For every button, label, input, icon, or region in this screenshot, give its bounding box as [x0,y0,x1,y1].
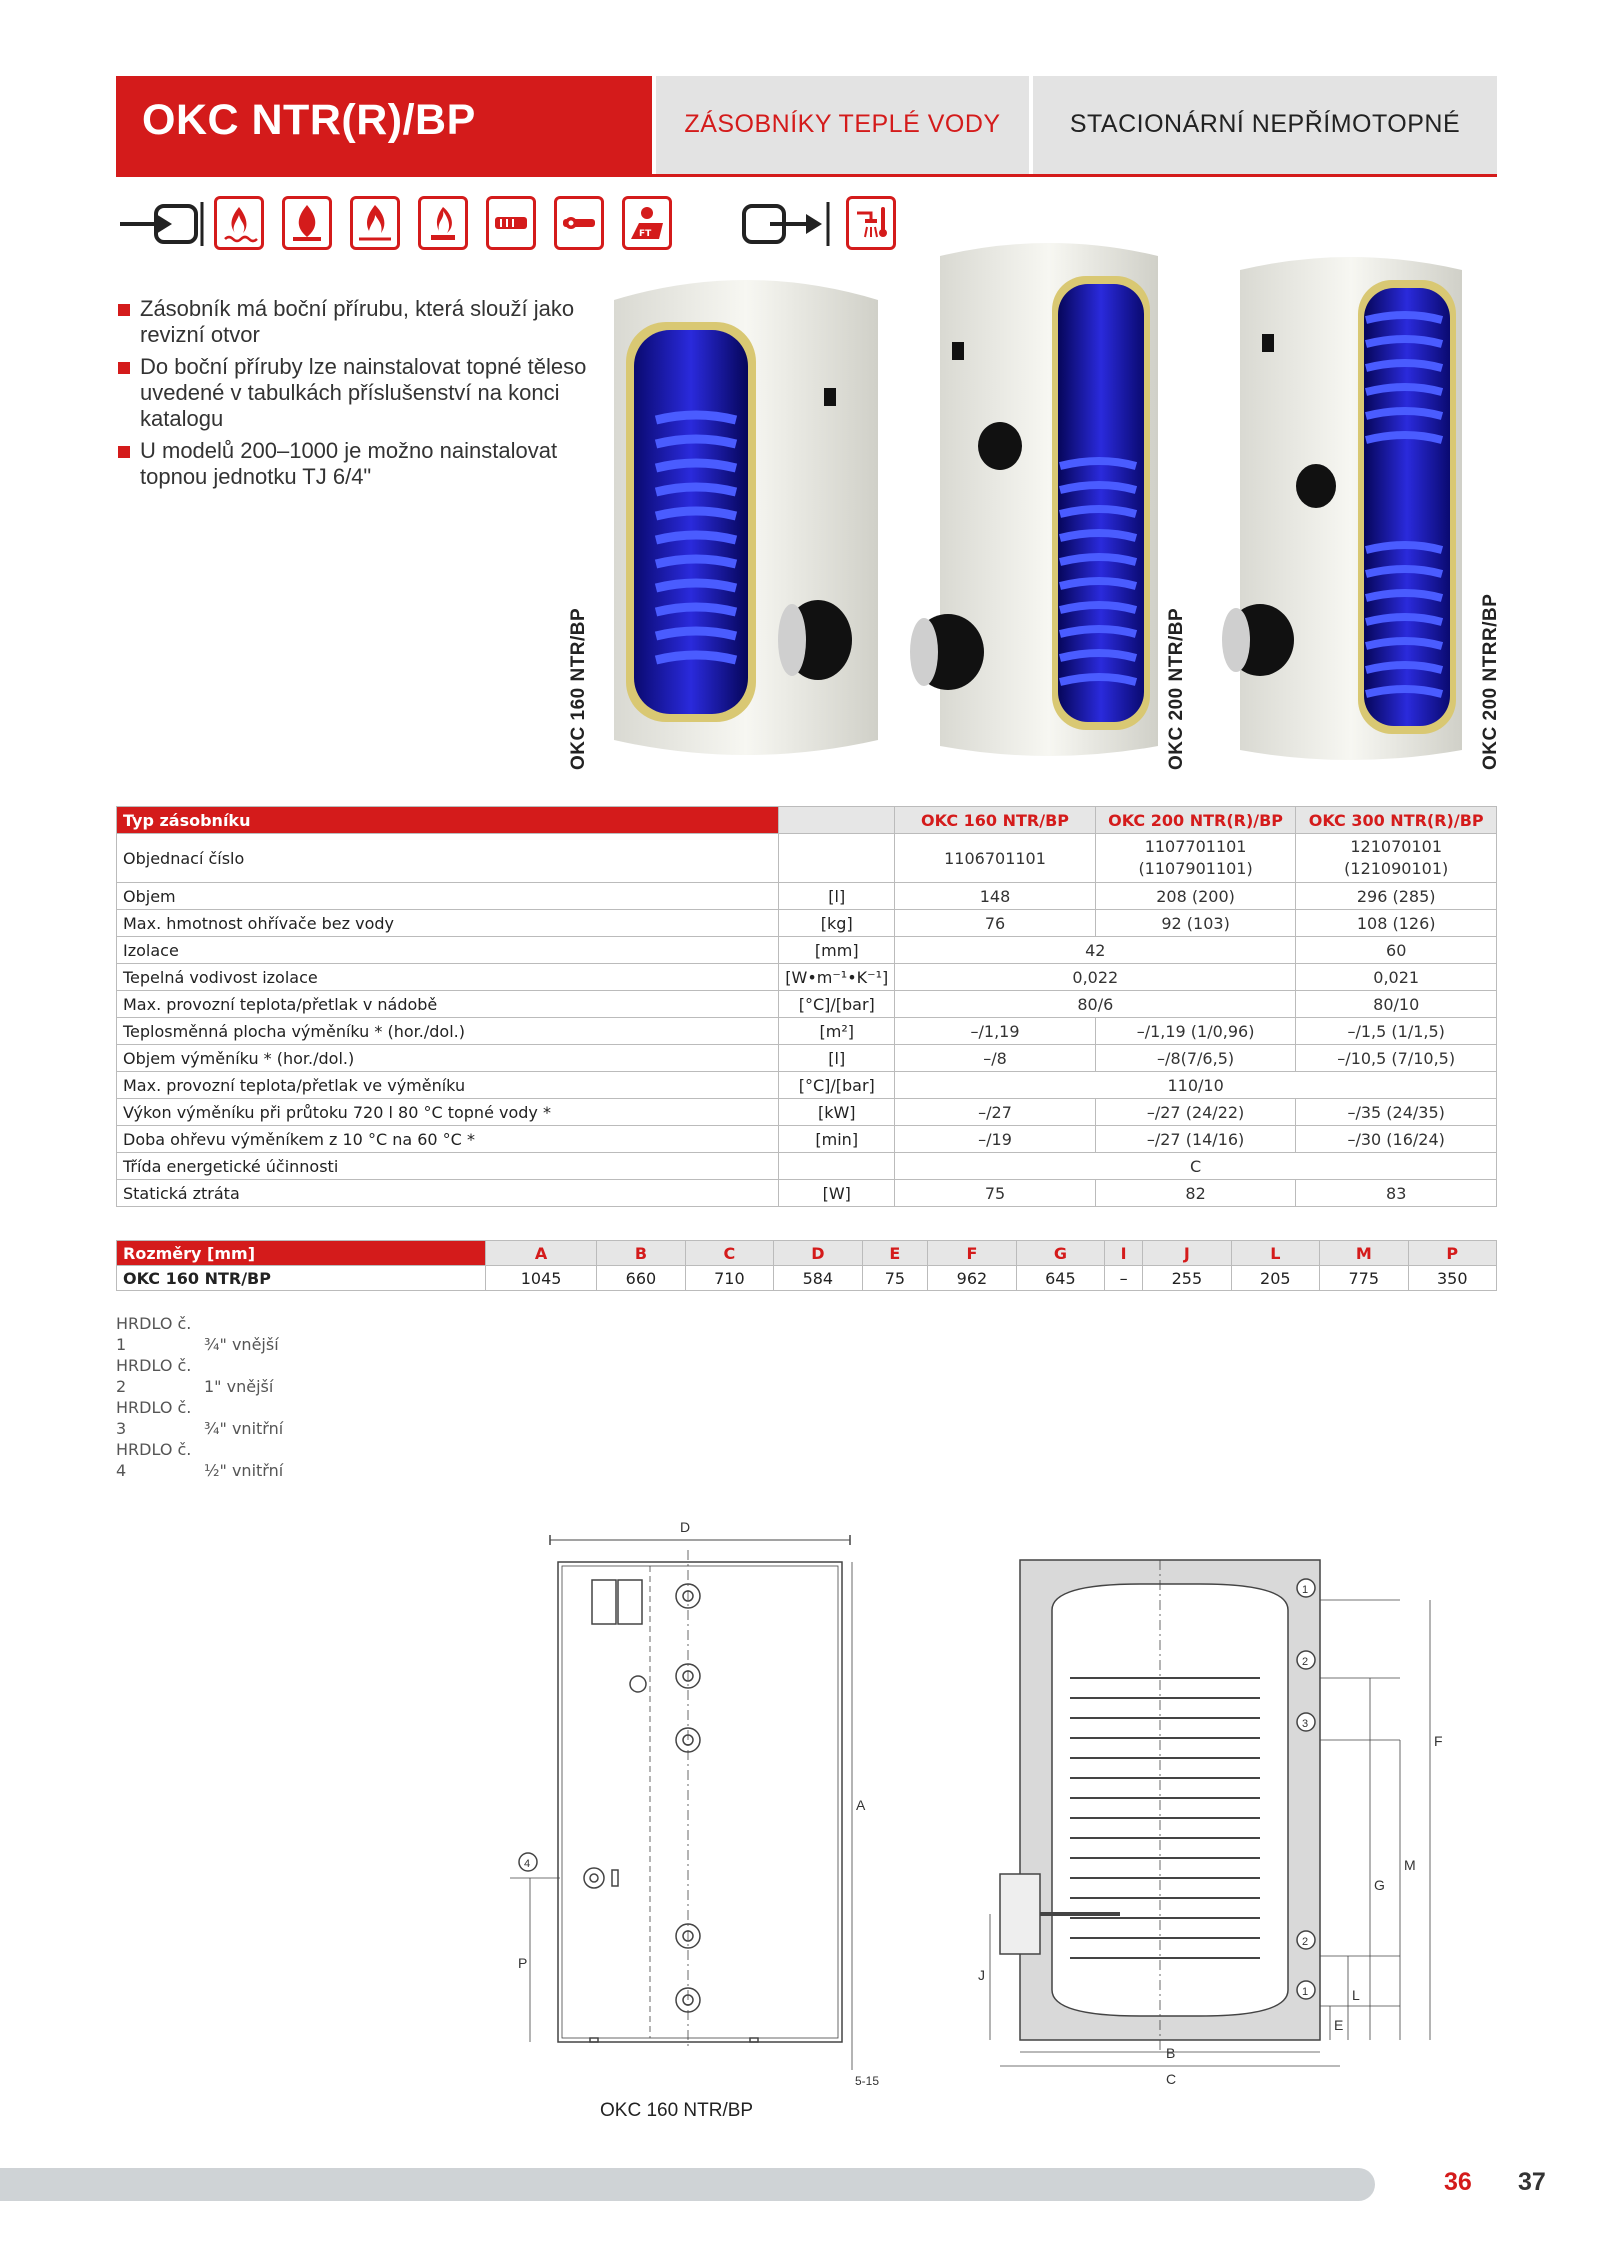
category-tab [656,76,1029,174]
thermostat-element-icon [554,196,604,250]
table-row [117,910,1497,937]
cell: 110/10 [895,1072,1497,1099]
table-header-cell [779,807,895,834]
dim-label: C [1166,2071,1177,2087]
dim-label: J [978,1967,985,1983]
row-label: Objednací číslo [117,834,779,883]
table-header-cell: M [1320,1241,1408,1266]
output-arrow-icon [740,196,830,252]
feature-item: Zásobník má boční přírubu, která slouží jako revizní otvor [116,296,606,348]
cell: 80/10 [1296,991,1497,1018]
cell: 1106701101 [895,834,1096,883]
row-label: Statická ztráta [117,1180,779,1207]
connection-item [116,1355,283,1397]
row-unit: [kg] [779,910,895,937]
page-number-right: 37 [1518,2168,1546,2196]
table-header-cell: I [1105,1241,1143,1266]
cell: –/1,5 (1/1,5) [1296,1018,1497,1045]
footer-bar [0,2168,1375,2201]
row-unit: [l] [779,883,895,910]
row-label: Max. provozní teplota/přetlak v nádobě [117,991,779,1018]
row-unit: [W] [779,1180,895,1207]
table-header-cell: A [486,1241,597,1266]
table-header-row [117,1241,1497,1266]
cell-line: 121070101 [1350,837,1442,856]
table-row [117,1045,1497,1072]
table-row [117,1099,1497,1126]
cell: 645 [1016,1266,1104,1291]
boiler-fire-icon [418,196,468,250]
cell: –/27 (24/22) [1095,1099,1296,1126]
product-image-okc200r [1210,250,1480,770]
cell: 255 [1143,1266,1231,1291]
row-label: Objem výměníku * (hor./dol.) [117,1045,779,1072]
cell: –/35 (24/35) [1296,1099,1497,1126]
cell: –/8(7/6,5) [1095,1045,1296,1072]
marker-label: 2 [1302,1936,1309,1948]
table-header-cell: C [685,1241,773,1266]
cell: 350 [1408,1266,1497,1291]
product-label: OKC 160 NTR/BP [568,607,589,770]
cell: –/8 [895,1045,1096,1072]
connection-value: ½" vnitřní [204,1461,284,1480]
connection-item [116,1397,283,1439]
table-row [117,1126,1497,1153]
product-label: OKC 200 NTR/BP [1166,607,1187,770]
section-view [990,1560,1430,2066]
dim-label: M [1404,1857,1416,1873]
marker-label: 2 [1302,1656,1309,1668]
cell: 710 [685,1266,773,1291]
cell: –/19 [895,1126,1096,1153]
row-label: Max. provozní teplota/přetlak ve výměníku [117,1072,779,1099]
dim-label: B [1166,2045,1176,2061]
row-unit: [kW] [779,1099,895,1126]
row-unit: [m²] [779,1018,895,1045]
connection-key: HRDLO č. 2 [116,1356,192,1396]
table-row [117,964,1497,991]
row-label: Třída energetické účinnosti [117,1153,779,1180]
boiler-flame-icon [350,196,400,250]
cell-line: (1107901101) [1138,859,1253,878]
connection-item [116,1313,283,1355]
cell: 92 (103) [1095,910,1296,937]
cell: 208 (200) [1095,883,1296,910]
feature-list [116,296,606,496]
connection-value: ¾" vnější [204,1335,279,1354]
solar-collector-icon [622,196,672,250]
cell: 82 [1095,1180,1296,1207]
dimensions-table [116,1240,1497,1291]
table-header-cell: OKC 200 NTR(R)/BP [1095,807,1296,834]
row-unit: [l] [779,1045,895,1072]
marker-label: 1 [1302,1986,1309,1998]
cell: 660 [597,1266,685,1291]
title-banner [116,76,652,174]
connection-item [116,1439,283,1481]
table-header-cell: OKC 160 NTR/BP [895,807,1096,834]
spec-table [116,806,1497,1207]
cell: –/1,19 [895,1018,1096,1045]
cell: 0,022 [895,964,1296,991]
row-unit: [°C]/[bar] [779,1072,895,1099]
dim-label: E [1334,2017,1344,2033]
boiler-solid-fuel-icon [282,196,332,250]
row-unit [779,834,895,883]
row-label: OKC 160 NTR/BP [117,1266,486,1291]
cell: 75 [895,1180,1096,1207]
subcategory-label: STACIONÁRNÍ NEPŘÍMOTOPNÉ [1069,110,1461,138]
table-row [117,1180,1497,1207]
dim-label: G [1374,1877,1385,1893]
cell: 148 [895,883,1096,910]
cell: 584 [774,1266,862,1291]
connection-key: HRDLO č. 4 [116,1440,192,1480]
dim-label: L [1352,1987,1360,2003]
table-row [117,1018,1497,1045]
marker-label: 4 [524,1858,531,1870]
dim-label: A [856,1797,866,1813]
table-header-cell: OKC 300 NTR(R)/BP [1296,807,1497,834]
row-label: Izolace [117,937,779,964]
boiler-gas-icon [214,196,264,250]
cell: 205 [1231,1266,1319,1291]
input-arrow-icon [116,196,206,252]
cell: 60 [1296,937,1497,964]
header-divider [116,174,1497,177]
table-header-cell: P [1408,1241,1497,1266]
cell: –/30 (16/24) [1296,1126,1497,1153]
heating-element-icon [486,196,536,250]
feature-item: Do boční příruby lze nainstalovat topné těleso uvedené v tabulkách příslušenství na konci katalogu [116,354,606,432]
table-header-cell: E [862,1241,928,1266]
cell: –/27 (14/16) [1095,1126,1296,1153]
table-row [117,991,1497,1018]
cell: –/10,5 (7/10,5) [1296,1045,1497,1072]
cell: 42 [895,937,1296,964]
cell: 1045 [486,1266,597,1291]
front-view [510,1535,852,2070]
product-image-okc200 [900,236,1160,772]
row-unit: [mm] [779,937,895,964]
cell: 80/6 [895,991,1296,1018]
shower-thermometer-icon [846,196,896,250]
dim-label: F [1434,1733,1443,1749]
cell: 0,021 [1296,964,1497,991]
row-label: Doba ohřevu výměníkem z 10 °C na 60 °C * [117,1126,779,1153]
cell: –/1,19 (1/0,96) [1095,1018,1296,1045]
cell: –/27 [895,1099,1096,1126]
cell: 108 (126) [1296,910,1497,937]
cell: C [895,1153,1497,1180]
product-image-okc160 [606,270,886,770]
cell: 962 [928,1266,1016,1291]
row-label: Max. hmotnost ohřívače bez vody [117,910,779,937]
table-header-row [117,807,1497,834]
dim-label: D [680,1519,691,1535]
svg-text:FT: FT [639,229,652,239]
table-row [117,834,1497,883]
cell: – [1105,1266,1143,1291]
row-label: Teplosměnná plocha výměníku * (hor./dol.) [117,1018,779,1045]
dim-label: 5-15 [855,2074,880,2088]
page-title: OKC NTR(R)/BP [142,96,476,144]
table-row [117,1266,1497,1291]
cell: 296 (285) [1296,883,1497,910]
connection-key: HRDLO č. 3 [116,1398,192,1438]
table-row [117,883,1497,910]
marker-label: 3 [1302,1718,1309,1730]
table-header-cell: Typ zásobníku [117,807,779,834]
product-label: OKC 200 NTRR/BP [1480,593,1501,770]
drawing-caption: OKC 160 NTR/BP [600,2100,754,2121]
dim-label: P [518,1955,528,1971]
cell-line: 1107701101 [1144,837,1247,856]
table-header-cell: J [1143,1241,1231,1266]
table-header-cell: G [1016,1241,1104,1266]
table-row [117,937,1497,964]
table-header-cell: F [928,1241,1016,1266]
row-label: Objem [117,883,779,910]
cell: 76 [895,910,1096,937]
row-unit: [°C]/[bar] [779,991,895,1018]
cell: 83 [1296,1180,1497,1207]
cell-line: (121090101) [1344,859,1449,878]
cell: 75 [862,1266,928,1291]
row-label: Tepelná vodivost izolace [117,964,779,991]
technical-drawing [500,1510,1460,2100]
table-header-cell: Rozměry [mm] [117,1241,486,1266]
table-header-cell: B [597,1241,685,1266]
connection-list [116,1313,283,1481]
row-unit [779,1153,895,1180]
row-unit: [min] [779,1126,895,1153]
table-header-cell: D [774,1241,862,1266]
page-number-left: 36 [1444,2168,1472,2196]
marker-label: 1 [1302,1584,1309,1596]
subcategory-tab [1033,76,1497,174]
row-label: Výkon výměníku při průtoku 720 l 80 °C topné vody * [117,1099,779,1126]
table-header-cell: L [1231,1241,1319,1266]
feature-item: U modelů 200–1000 je možno nainstalovat topnou jednotku TJ 6/4" [116,438,606,490]
connection-key: HRDLO č. 1 [116,1314,192,1354]
cell [1095,834,1296,883]
table-row [117,1072,1497,1099]
category-label: ZÁSOBNÍKY TEPLÉ VODY [684,110,1001,138]
connection-value: 1" vnější [204,1377,274,1396]
table-row [117,1153,1497,1180]
connection-value: ¾" vnitřní [204,1419,284,1438]
row-unit: [W•m⁻¹•K⁻¹] [779,964,895,991]
cell [1296,834,1497,883]
cell: 775 [1320,1266,1408,1291]
